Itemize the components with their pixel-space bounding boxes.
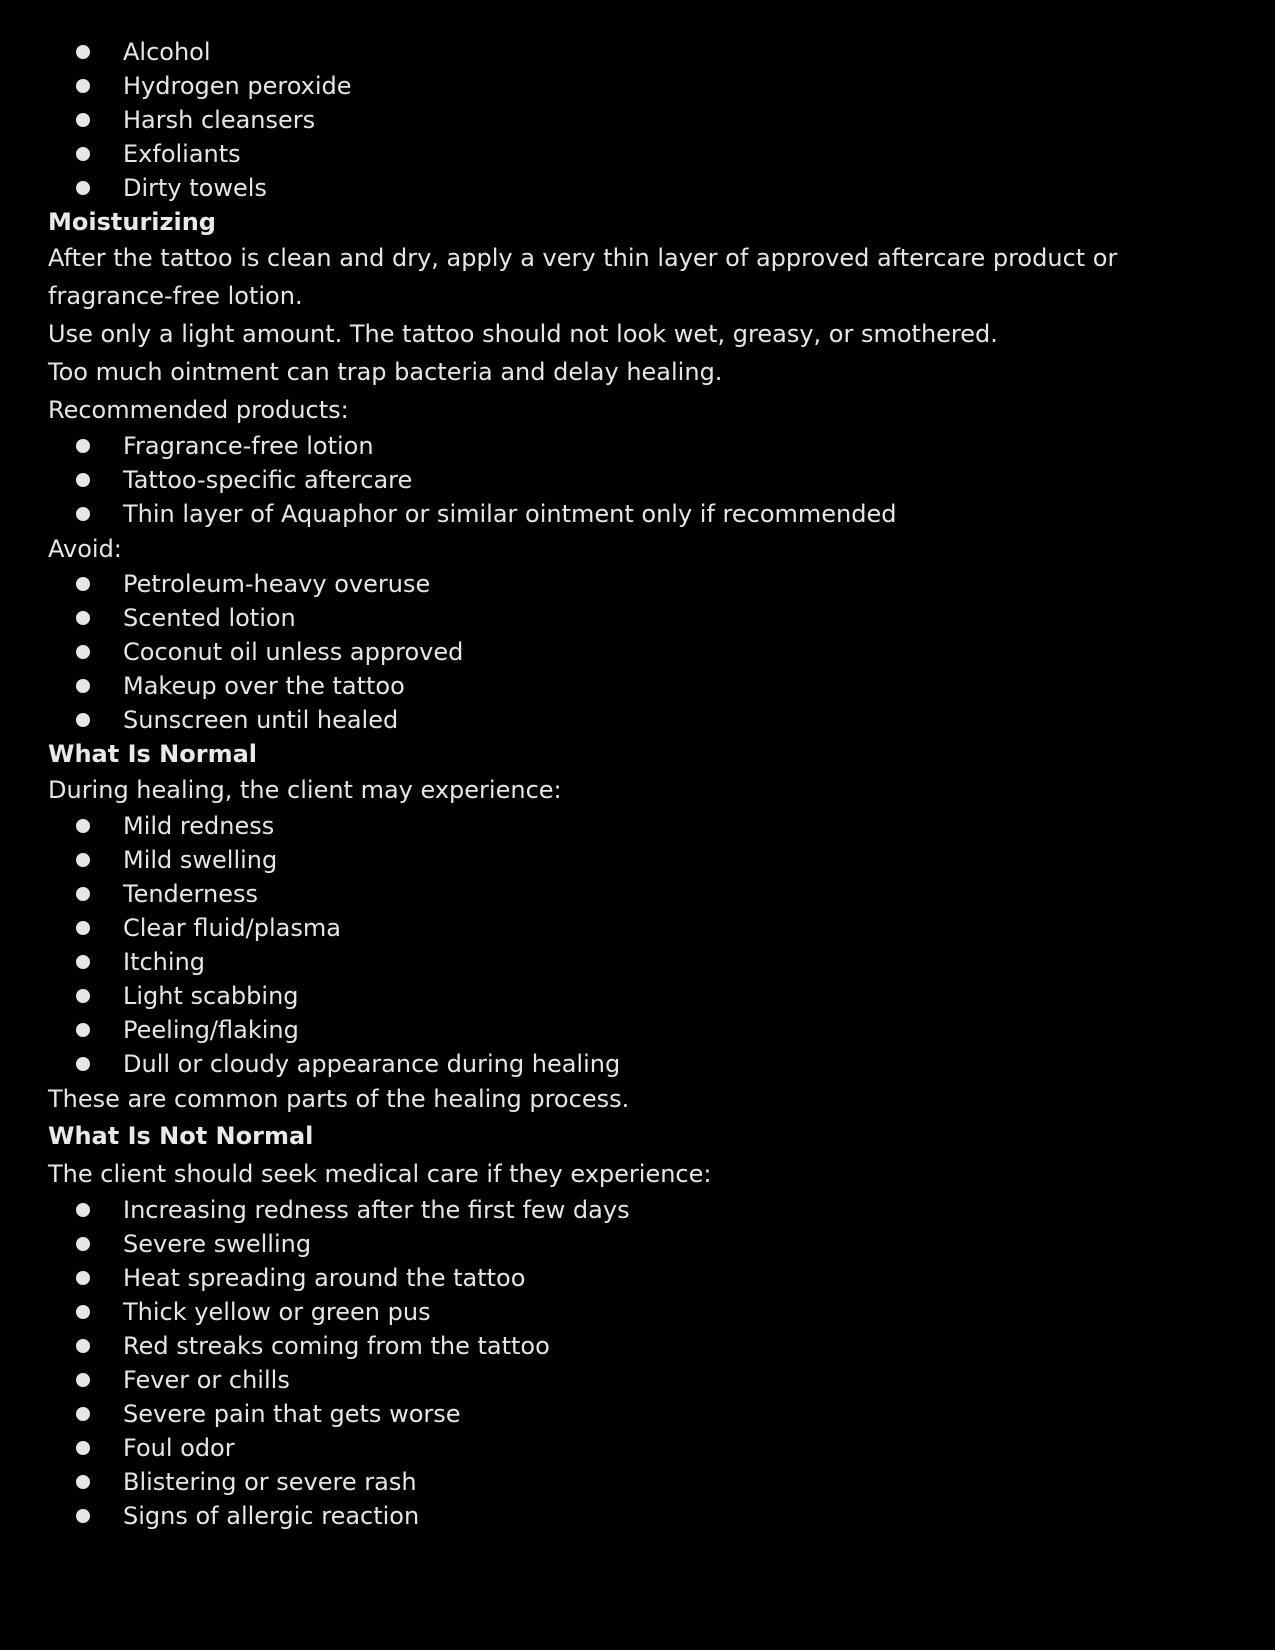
bullet-icon bbox=[76, 181, 90, 195]
moisturizing-paragraph: Use only a light amount. The tattoo should not look wet, greasy, or smothered. bbox=[48, 320, 998, 348]
bullet-icon bbox=[76, 577, 90, 591]
avoid-label: Avoid: bbox=[48, 535, 122, 563]
normal-intro: During healing, the client may experience: bbox=[48, 776, 562, 804]
bullet-icon bbox=[76, 45, 90, 59]
bullet-icon bbox=[76, 921, 90, 935]
moisturizing-paragraph: After the tattoo is clean and dry, apply a very thin layer of approved aftercare product or fragrance-free lotion. bbox=[48, 244, 1118, 310]
bullet-icon bbox=[76, 955, 90, 969]
not-normal-heading: What Is Not Normal bbox=[48, 1122, 314, 1150]
list-item: Dull or cloudy appearance during healing bbox=[48, 1047, 1228, 1081]
document-body bbox=[48, 35, 1228, 1533]
list-item: Tenderness bbox=[48, 877, 1228, 911]
list-item: Foul odor bbox=[48, 1431, 1228, 1465]
avoid-products-list bbox=[48, 567, 1228, 737]
list-item: Severe pain that gets worse bbox=[48, 1397, 1228, 1431]
list-item: Sunscreen until healed bbox=[48, 703, 1228, 737]
bullet-icon bbox=[76, 887, 90, 901]
list-item: Makeup over the tattoo bbox=[48, 669, 1228, 703]
bullet-icon bbox=[76, 1339, 90, 1353]
recommended-label: Recommended products: bbox=[48, 396, 349, 424]
list-item: Fever or chills bbox=[48, 1363, 1228, 1397]
bullet-icon bbox=[76, 1057, 90, 1071]
list-item: Mild swelling bbox=[48, 843, 1228, 877]
bullet-icon bbox=[76, 1023, 90, 1037]
list-item: Heat spreading around the tattoo bbox=[48, 1261, 1228, 1295]
normal-outro: These are common parts of the healing process. bbox=[48, 1085, 630, 1113]
list-item: Severe swelling bbox=[48, 1227, 1228, 1261]
normal-heading: What Is Normal bbox=[48, 740, 257, 768]
bullet-icon bbox=[76, 645, 90, 659]
bullet-icon bbox=[76, 989, 90, 1003]
list-item: Harsh cleansers bbox=[48, 103, 1228, 137]
list-item: Scented lotion bbox=[48, 601, 1228, 635]
list-item: Tattoo-specific aftercare bbox=[48, 463, 1228, 497]
bullet-icon bbox=[76, 113, 90, 127]
list-item: Peeling/flaking bbox=[48, 1013, 1228, 1047]
moisturizing-heading: Moisturizing bbox=[48, 208, 216, 236]
list-item: Clear fluid/plasma bbox=[48, 911, 1228, 945]
bullet-icon bbox=[76, 1203, 90, 1217]
list-item: Fragrance-free lotion bbox=[48, 429, 1228, 463]
list-item: Itching bbox=[48, 945, 1228, 979]
warning-signs-list bbox=[48, 1193, 1228, 1533]
list-item: Thick yellow or green pus bbox=[48, 1295, 1228, 1329]
list-item: Dirty towels bbox=[48, 171, 1228, 205]
not-normal-intro: The client should seek medical care if they experience: bbox=[48, 1160, 712, 1188]
bullet-icon bbox=[76, 819, 90, 833]
list-item: Signs of allergic reaction bbox=[48, 1499, 1228, 1533]
bullet-icon bbox=[76, 713, 90, 727]
bullet-icon bbox=[76, 1509, 90, 1523]
list-item: Blistering or severe rash bbox=[48, 1465, 1228, 1499]
bullet-icon bbox=[76, 1373, 90, 1387]
bullet-icon bbox=[76, 853, 90, 867]
recommended-products-list bbox=[48, 429, 1228, 531]
moisturizing-paragraph: Too much ointment can trap bacteria and delay healing. bbox=[48, 358, 723, 386]
avoid-cleaning-list bbox=[48, 35, 1228, 205]
list-item: Thin layer of Aquaphor or similar ointment only if recommended bbox=[48, 497, 1228, 531]
bullet-icon bbox=[76, 507, 90, 521]
bullet-icon bbox=[76, 1441, 90, 1455]
bullet-icon bbox=[76, 473, 90, 487]
bullet-icon bbox=[76, 611, 90, 625]
bullet-icon bbox=[76, 1271, 90, 1285]
list-item: Petroleum-heavy overuse bbox=[48, 567, 1228, 601]
bullet-icon bbox=[76, 147, 90, 161]
list-item: Red streaks coming from the tattoo bbox=[48, 1329, 1228, 1363]
normal-symptoms-list bbox=[48, 809, 1228, 1081]
bullet-icon bbox=[76, 679, 90, 693]
bullet-icon bbox=[76, 1237, 90, 1251]
bullet-icon bbox=[76, 439, 90, 453]
list-item: Hydrogen peroxide bbox=[48, 69, 1228, 103]
bullet-icon bbox=[76, 1407, 90, 1421]
list-item: Exfoliants bbox=[48, 137, 1228, 171]
bullet-icon bbox=[76, 79, 90, 93]
bullet-icon bbox=[76, 1305, 90, 1319]
list-item: Light scabbing bbox=[48, 979, 1228, 1013]
list-item: Mild redness bbox=[48, 809, 1228, 843]
list-item: Coconut oil unless approved bbox=[48, 635, 1228, 669]
list-item: Increasing redness after the first few days bbox=[48, 1193, 1228, 1227]
bullet-icon bbox=[76, 1475, 90, 1489]
list-item: Alcohol bbox=[48, 35, 1228, 69]
